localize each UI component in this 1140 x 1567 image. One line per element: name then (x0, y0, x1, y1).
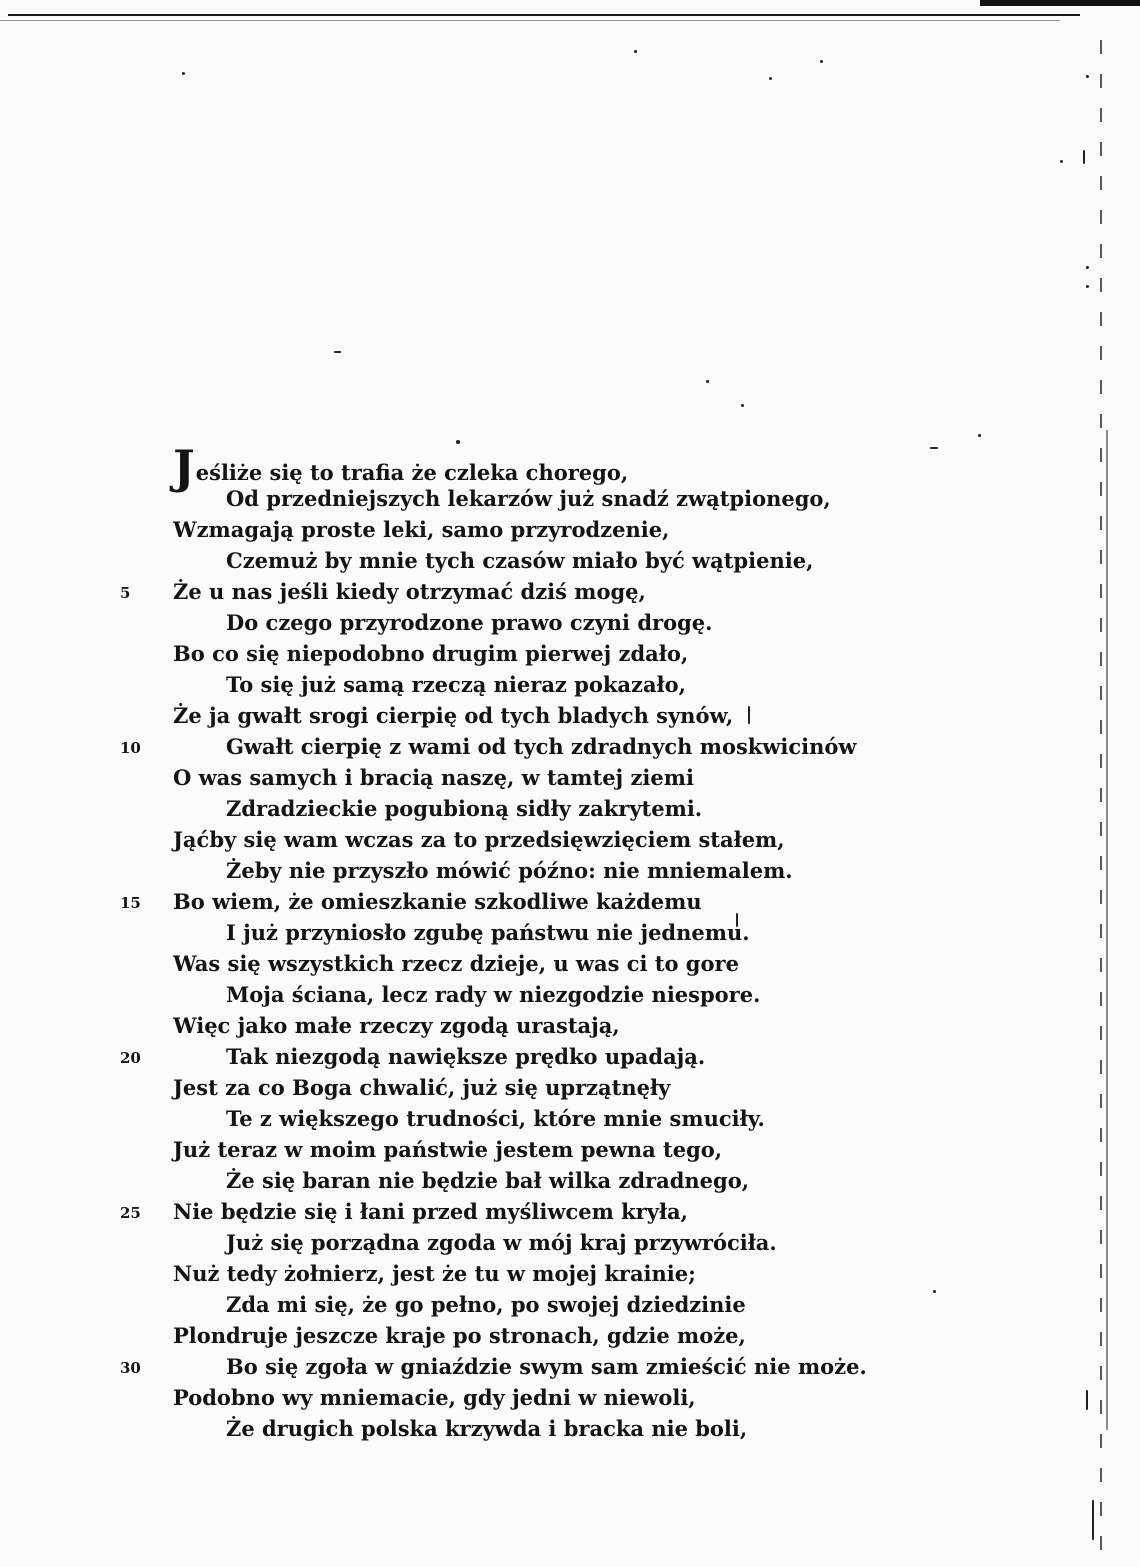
scan-speck (820, 60, 823, 63)
poem-line (0, 1165, 1100, 1196)
scan-speck (978, 434, 981, 437)
line-text: Nuż tedy żołnierz, jest że tu w mojej krainie; (173, 1261, 696, 1286)
poem-line (0, 1289, 1100, 1320)
poem-line (0, 886, 1100, 917)
poem-line (0, 576, 1100, 607)
header-rule-thin (0, 20, 1060, 21)
line-text: O was samych i bracią naszę, w tamtej ziemi (173, 765, 694, 790)
header-rule (8, 14, 1080, 16)
poem-line (0, 700, 1100, 731)
poem-line (0, 483, 1100, 514)
poem-line (0, 1413, 1100, 1444)
line-text: Czemuż by mnie tych czasów miało być wątpienie, (226, 548, 814, 573)
poem-line (0, 1351, 1100, 1382)
poem-line (0, 514, 1100, 545)
poem-line (0, 1010, 1100, 1041)
poem-line (0, 1196, 1100, 1227)
line-number: 20 (120, 1049, 141, 1067)
poem-line (0, 824, 1100, 855)
line-text: Więc jako małe rzeczy zgodą urastają, (173, 1013, 620, 1038)
line-number: 30 (120, 1359, 141, 1377)
line-number: 25 (120, 1204, 141, 1222)
line-text: Moja ściana, lecz rady w niezgodzie niespore. (226, 982, 761, 1007)
line-text: Żeby nie przyszło mówić późno: nie mniemalem. (226, 858, 793, 883)
poem-line-first (0, 440, 1100, 494)
line-text: Bo wiem, że omieszkanie szkodliwe każdemu (173, 889, 702, 914)
poem-lines (0, 483, 1100, 1444)
line-text: Że u nas jeśli kiedy otrzymać dziś mogę, (173, 579, 646, 604)
line-number: 15 (120, 894, 141, 912)
poem-line (0, 1041, 1100, 1072)
poem-line (0, 638, 1100, 669)
scan-speck (1086, 266, 1089, 269)
scan-speck (1086, 285, 1089, 288)
drop-cap: J (173, 440, 195, 494)
poem-line (0, 545, 1100, 576)
poem-line (0, 1320, 1100, 1351)
line-text: Te z większego trudności, które mnie smuciły. (226, 1106, 765, 1131)
poem-line (0, 917, 1100, 948)
line-number: 5 (120, 584, 131, 602)
poem-line (0, 1227, 1100, 1258)
line-text: Jąćby się wam wczas za to przedsięwzięciem stałem, (173, 827, 785, 852)
scan-speck (741, 404, 744, 407)
scan-speck (930, 447, 938, 449)
scan-speck (1060, 160, 1063, 163)
line-text: Od przedniejszych lekarzów już snadź zwątpionego, (226, 486, 831, 511)
scan-speck (634, 50, 637, 53)
scan-corner-mark (980, 0, 1140, 6)
scan-speck (334, 351, 341, 353)
poem-line (0, 1382, 1100, 1413)
line-text: Już się porządna zgoda w mój kraj przywróciła. (226, 1230, 777, 1255)
line-number: 10 (120, 739, 141, 757)
line-text: Podobno wy mniemacie, gdy jedni w niewoli, (173, 1385, 696, 1410)
line-text: Już teraz w moim państwie jestem pewna tego, (173, 1137, 723, 1162)
line-text: Tak niezgodą nawiększe prędko upadają. (226, 1044, 706, 1069)
line-text: Zdradzieckie pogubioną sidły zakrytemi. (226, 796, 703, 821)
poem-line (0, 1103, 1100, 1134)
scan-speck (706, 380, 709, 383)
line-text: Nie będzie się i łani przed myśliwcem kryła, (173, 1199, 688, 1224)
poem-line (0, 793, 1100, 824)
poem-line (0, 1258, 1100, 1289)
poem-line (0, 607, 1100, 638)
scan-speck (1083, 150, 1085, 164)
page-edge-shadow (1100, 40, 1102, 1560)
line-text: Jest za co Boga chwalić, już się uprzątnęły (173, 1075, 671, 1100)
poem-line (0, 1134, 1100, 1165)
poem-line (0, 855, 1100, 886)
scan-speck (456, 440, 460, 444)
poem-line (0, 1072, 1100, 1103)
poem-line (0, 979, 1100, 1010)
line-text: Że ja gwałt srogi cierpię od tych bladych synów, (173, 703, 734, 728)
line-text: Że się baran nie będzie bał wilka zdradnego, (226, 1168, 750, 1193)
first-line-text: eśliże się to trafia że czleka chorego, (195, 460, 629, 485)
line-text: Gwałt cierpię z wami od tych zdradnych moskwicinów (226, 734, 857, 759)
line-text: Bo się zgoła w gniaździe swym sam zmieścić nie może. (226, 1354, 867, 1379)
line-text: Do czego przyrodzone prawo czyni drogę. (226, 610, 713, 635)
scan-speck (182, 72, 185, 75)
line-text: Zda mi się, że go pełno, po swojej dziedzinie (226, 1292, 746, 1317)
scan-speck (1086, 75, 1089, 78)
poem-line (0, 669, 1100, 700)
scan-speck (1092, 1500, 1094, 1540)
line-text: Was się wszystkich rzecz dzieje, u was ci to gore (173, 951, 739, 976)
line-text: Plondruje jeszcze kraje po stronach, gdzie może, (173, 1323, 746, 1348)
line-text: Wzmagają proste leki, samo przyrodzenie, (173, 517, 670, 542)
line-text: Bo co się niepodobno drugim pierwej zdało, (173, 641, 689, 666)
line-text: I już przyniosło zgubę państwu nie jednemu. (226, 920, 750, 945)
page-edge-line (1106, 430, 1108, 1430)
poem-line (0, 948, 1100, 979)
poem-line (0, 731, 1100, 762)
scan-speck (769, 77, 772, 80)
line-text: Że drugich polska krzywda i bracka nie boli, (226, 1416, 748, 1441)
line-text: To się już samą rzeczą nieraz pokazało, (226, 672, 686, 697)
poem-line (0, 762, 1100, 793)
poem-text (0, 440, 1100, 1444)
